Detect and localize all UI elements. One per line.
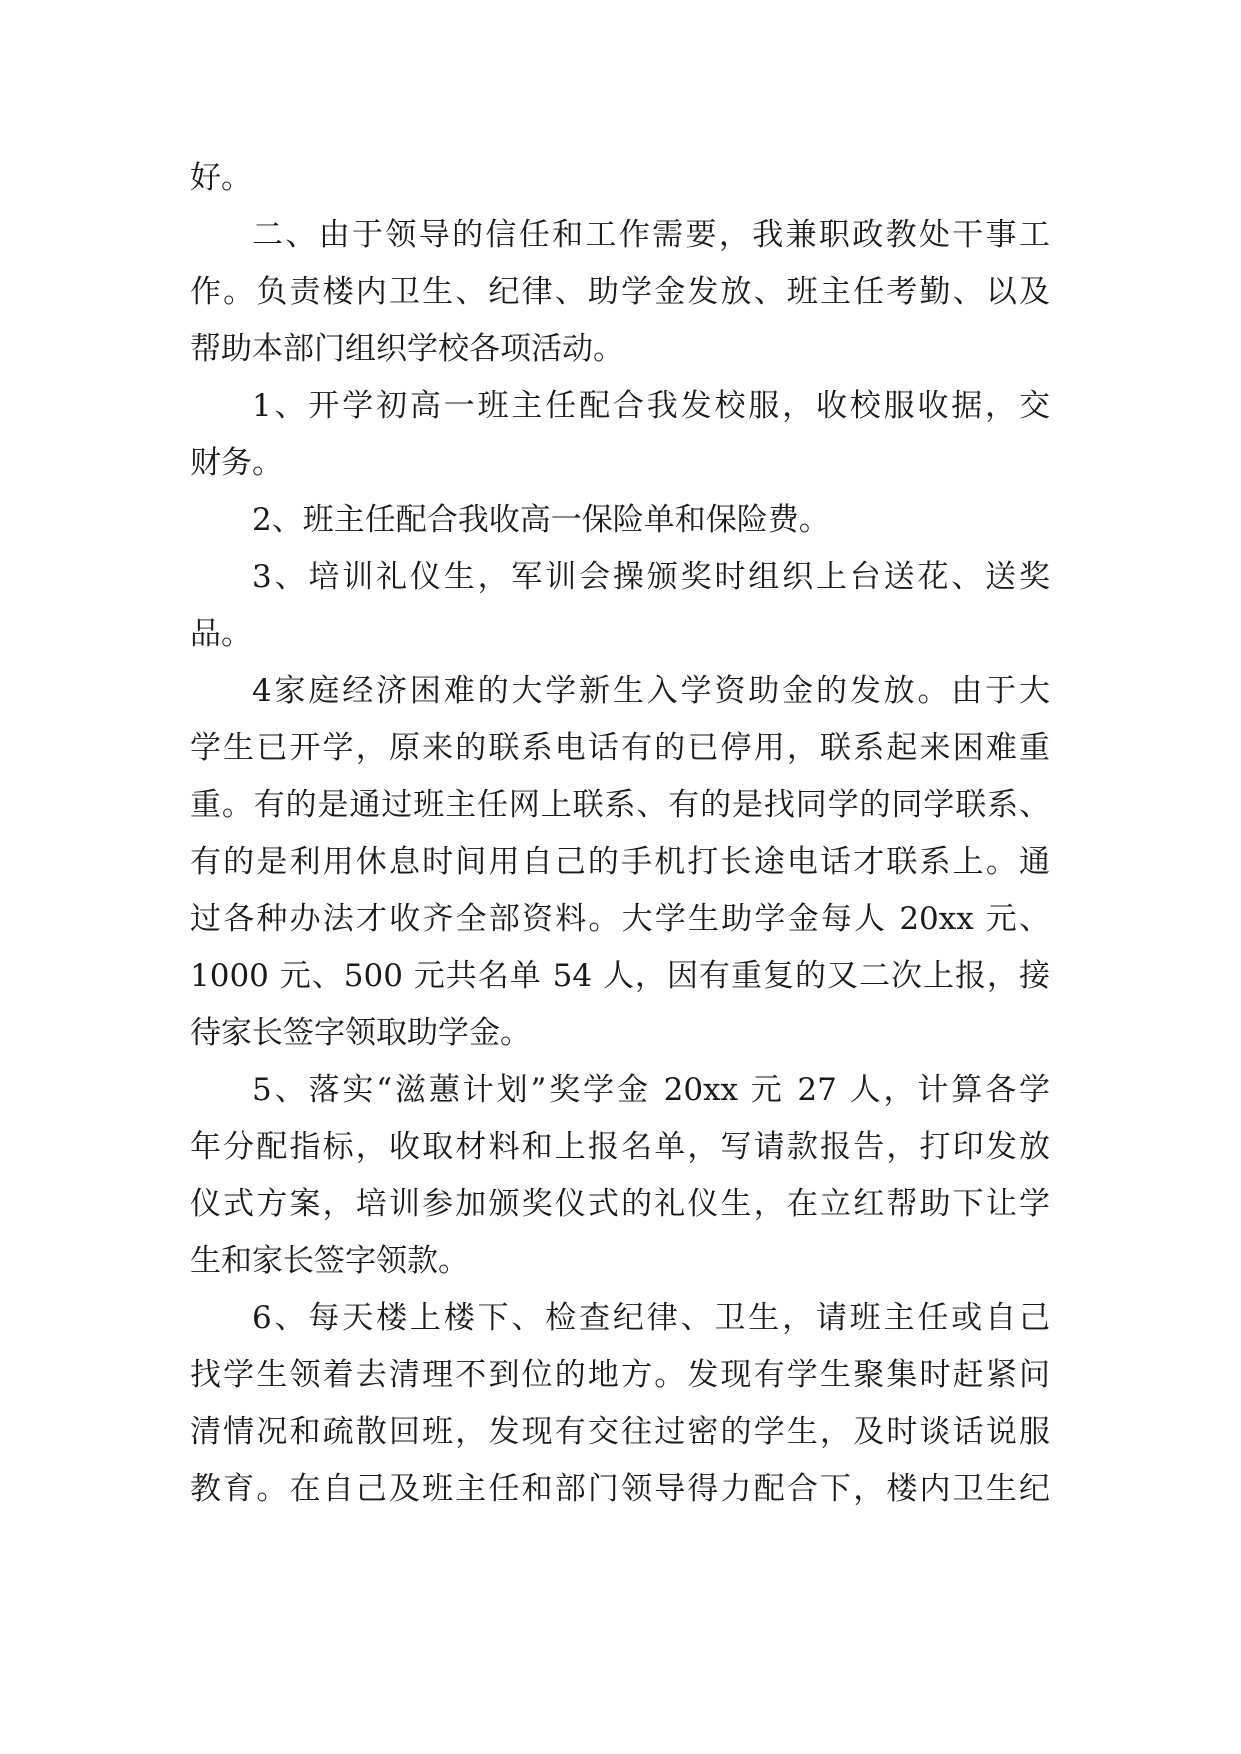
text-line: 好。 bbox=[190, 160, 252, 196]
text-line: 5、落实“滋蕙计划”奖学金 20xx 元 27 人，计算各学 bbox=[252, 1072, 1050, 1108]
text-line: 二、由于领导的信任和工作需要，我兼职政教处干事工 bbox=[252, 217, 1050, 253]
text-line: 仪式方案，培训参加颁奖仪式的礼仪生，在立红帮助下让学 bbox=[190, 1186, 1050, 1222]
text-line: 品。 bbox=[190, 616, 252, 652]
text-line: 财务。 bbox=[190, 445, 283, 481]
text-line: 3、培训礼仪生，军训会操颁奖时组织上台送花、送奖 bbox=[252, 559, 1050, 595]
text-line: 1000 元、500 元共名单 54 人，因有重复的又二次上报，接 bbox=[190, 958, 1050, 994]
text-line: 年分配指标，收取材料和上报名单，写请款报告，打印发放 bbox=[190, 1129, 1050, 1165]
text-line: 待家长签字领取助学金。 bbox=[190, 1015, 531, 1051]
text-line: 清情况和疏散回班，发现有交往过密的学生，及时谈话说服 bbox=[190, 1414, 1050, 1450]
text-line: 学生已开学，原来的联系电话有的已停用，联系起来困难重 bbox=[190, 730, 1050, 766]
text-line: 帮助本部门组织学校各项活动。 bbox=[190, 331, 624, 367]
text-line: 6、每天楼上楼下、检查纪律、卫生，请班主任或自己 bbox=[252, 1300, 1050, 1336]
text-line: 1、开学初高一班主任配合我发校服，收校服收据，交 bbox=[252, 388, 1050, 424]
text-line: 4家庭经济困难的大学新生入学资助金的发放。由于大 bbox=[252, 673, 1050, 709]
text-line: 教育。在自己及班主任和部门领导得力配合下，楼内卫生纪 bbox=[190, 1471, 1050, 1507]
text-line: 作。负责楼内卫生、纪律、助学金发放、班主任考勤、以及 bbox=[190, 274, 1050, 310]
text-line: 过各种办法才收齐全部资料。大学生助学金每人 20xx 元、 bbox=[190, 901, 1050, 937]
text-line: 生和家长签字领款。 bbox=[190, 1243, 469, 1279]
text-line: 2、班主任配合我收高一保险单和保险费。 bbox=[252, 502, 830, 538]
text-line: 重。有的是通过班主任网上联系、有的是找同学的同学联系、 bbox=[190, 787, 1050, 823]
text-line: 找学生领着去清理不到位的地方。发现有学生聚集时赶紧问 bbox=[190, 1357, 1050, 1393]
text-line: 有的是利用休息时间用自己的手机打长途电话才联系上。通 bbox=[190, 844, 1050, 880]
document-page bbox=[190, 150, 1050, 1518]
